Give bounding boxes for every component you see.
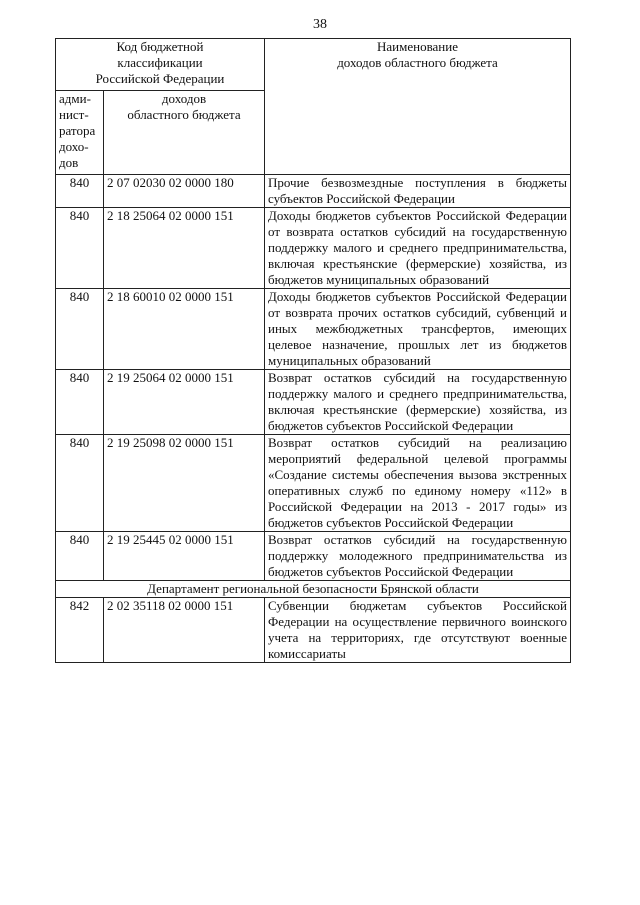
budget-code-cell: 2 19 25098 02 0000 151	[104, 435, 265, 532]
budget-code-cell: 2 07 02030 02 0000 180	[104, 175, 265, 208]
header-income-line: доходов	[161, 91, 207, 106]
budget-code-cell: 2 19 25064 02 0000 151	[104, 370, 265, 435]
header-admin-line: адми-	[59, 91, 91, 106]
budget-code-cell: 2 19 25445 02 0000 151	[104, 532, 265, 581]
revenue-name-cell: Доходы бюджетов субъектов Российской Федерации от возврата остатков субсидий на государственную поддержку малого и среднего предпринимательства, включая крестьянские (фермерские) хозяйства, из бюджетов муниципальных образований	[265, 208, 571, 289]
header-group-line: классификации	[117, 55, 203, 70]
header-group-line: Код бюджетной	[116, 39, 204, 54]
admin-code-cell: 840	[56, 370, 104, 435]
header-row-top	[56, 39, 571, 91]
header-group-line: Российской Федерации	[95, 71, 225, 86]
revenue-name-cell: Возврат остатков субсидий на реализацию мероприятий федеральной целевой программы «Создание системы обеспечения вызова экстренных оперативных служб по единому номеру «112» в Российской Федерации на 2013 - 2017 годы» из бюджетов субъектов Российской Федерации	[265, 435, 571, 532]
revenue-name-cell: Прочие безвозмездные поступления в бюджеты субъектов Российской Федерации	[265, 175, 571, 208]
revenue-name-cell: Возврат остатков субсидий на государственную поддержку малого и среднего предпринимательства, включая крестьянские (фермерские) хозяйства, из бюджетов субъектов Российской Федерации	[265, 370, 571, 435]
header-admin-line: дов	[59, 155, 79, 170]
admin-code-cell: 840	[56, 175, 104, 208]
revenue-name-cell: Возврат остатков субсидий на государственную поддержку молодежного предпринимательства из бюджетов субъектов Российской Федерации	[265, 532, 571, 581]
header-admin-line: ратора	[59, 123, 96, 138]
header-admin-line: дохо-	[59, 139, 89, 154]
admin-code-cell: 840	[56, 435, 104, 532]
table-row	[56, 532, 571, 581]
table-row	[56, 175, 571, 208]
header-revenue-name	[265, 39, 571, 175]
header-budget-code-group	[56, 39, 265, 91]
admin-code-cell: 840	[56, 208, 104, 289]
admin-code-cell: 840	[56, 532, 104, 581]
header-name-line: Наименование	[377, 39, 458, 54]
header-administrator	[56, 91, 104, 175]
budget-code-cell: 2 18 25064 02 0000 151	[104, 208, 265, 289]
table-row	[56, 208, 571, 289]
budget-classification-table	[55, 38, 571, 663]
revenue-name-cell: Субвенции бюджетам субъектов Российской Федерации на осуществление первичного воинского учета на территориях, где отсутствуют военные комиссариаты	[265, 598, 571, 663]
admin-code-cell: 842	[56, 598, 104, 663]
table-row	[56, 370, 571, 435]
section-title: Департамент региональной безопасности Брянской области	[56, 581, 571, 598]
header-income-line: областного бюджета	[127, 107, 241, 122]
table-row	[56, 598, 571, 663]
header-regional-income	[104, 91, 265, 175]
revenue-name-cell: Доходы бюджетов субъектов Российской Федерации от возврата прочих остатков субсидий, субвенций и иных межбюджетных трансфертов, имеющих целевое назначение, прошлых лет из бюджетов муниципальных образований	[265, 289, 571, 370]
budget-code-cell: 2 18 60010 02 0000 151	[104, 289, 265, 370]
section-header-row	[56, 581, 571, 598]
table-row	[56, 289, 571, 370]
admin-code-cell: 840	[56, 289, 104, 370]
budget-code-cell: 2 02 35118 02 0000 151	[104, 598, 265, 663]
table-row	[56, 435, 571, 532]
header-name-line: доходов областного бюджета	[337, 55, 498, 70]
page-number: 38	[313, 17, 327, 32]
header-admin-line: нист-	[59, 107, 89, 122]
